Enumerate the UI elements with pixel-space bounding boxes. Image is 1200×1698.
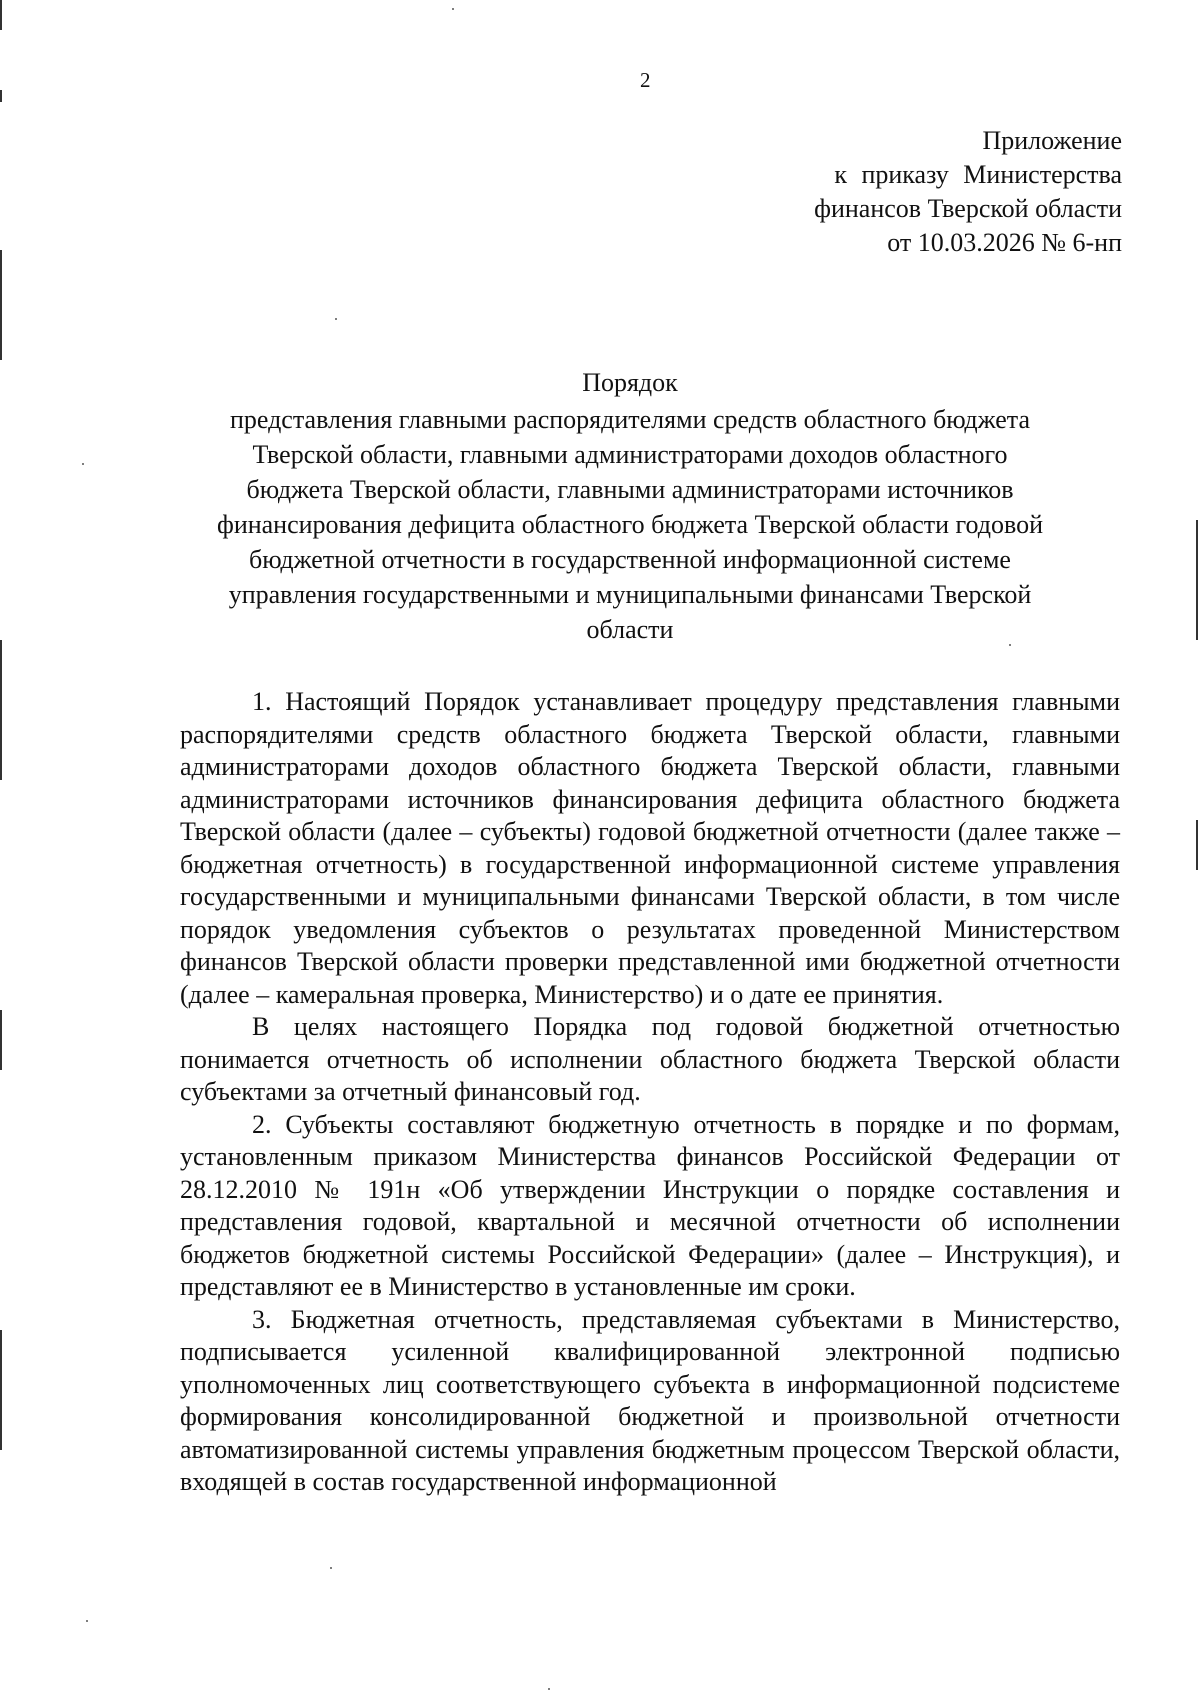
scan-speck bbox=[86, 1620, 88, 1622]
title-line: финансирования дефицита областного бюджета Тверской области годовой bbox=[216, 510, 1044, 539]
scan-edge-mark bbox=[0, 1010, 2, 1070]
scan-edge-mark bbox=[0, 250, 2, 360]
page-number: 2 bbox=[640, 68, 651, 92]
scan-speck bbox=[330, 1567, 332, 1569]
scan-edge-mark bbox=[0, 0, 2, 30]
appendix-header bbox=[814, 124, 1122, 260]
appendix-line-2: к приказу Министерства bbox=[834, 160, 1122, 189]
title-line: бюджетной отчетности в государственной информационной системе bbox=[249, 545, 1011, 574]
scan-speck bbox=[1009, 644, 1011, 646]
scan-edge-mark bbox=[0, 640, 2, 780]
scan-edge-mark bbox=[1196, 820, 1198, 870]
document-title bbox=[140, 365, 1120, 647]
appendix-line-4: от 10.03.2026 № 6-нп bbox=[887, 228, 1122, 257]
scan-edge-mark bbox=[0, 1330, 2, 1450]
scan-speck bbox=[452, 8, 454, 10]
paragraph-2: В целях настоящего Порядка под годовой бюджетной отчетностью понимается отчетность об исполнении областного бюджета Тверской области субъектами за отчетный финансовый год. bbox=[180, 1012, 1120, 1106]
paragraph-1: 1. Настоящий Порядок устанавливает процедуру представления главными распорядителями средств областного бюджета Тверской области, главными администраторами доходов областного бюджета Тверской области, главными администраторами источников финансирования дефицита областного бюджета Тверской области (далее – субъекты) годовой бюджетной отчетности (далее также – бюджетная отчетность) в государственной информационной системе управления государственными и муниципальными финансами Тверской области, в том числе порядок уведомления субъектов о результатах проведенной Министерством финансов Тверской области проверки представленной ими бюджетной отчетности (далее – камеральная проверка, Министерство) и о дате ее принятия. bbox=[180, 687, 1120, 1009]
paragraph-3: 2. Субъекты составляют бюджетную отчетность в порядке и по формам, установленным приказом Министерства финансов Российской Федерации от 28.12.2010 № 191н «Об утверждении Инструкции о порядке составления и представления годовой, квартальной и месячной отчетности об исполнении бюджетов бюджетной системы Российской Федерации» (далее – Инструкция), и представляют ее в Министерство в установленные им сроки. bbox=[180, 1109, 1120, 1301]
document-body bbox=[180, 686, 1120, 1499]
title-line: бюджета Тверской области, главными администраторами источников bbox=[246, 475, 1014, 504]
title-line: представления главными распорядителями средств областного бюджета bbox=[229, 405, 1031, 434]
title-line: Тверской области, главными администраторами доходов областного bbox=[252, 440, 1008, 469]
title-heading: Порядок bbox=[582, 368, 678, 397]
appendix-line-1: Приложение bbox=[982, 126, 1122, 155]
scan-edge-mark bbox=[1196, 520, 1198, 640]
title-line: области bbox=[586, 615, 674, 644]
paragraph-4: 3. Бюджетная отчетность, представляемая субъектами в Министерство, подписывается усиленной квалифицированной электронной подписью уполномоченных лиц соответствующего субъекта в информационной подсистеме формирования консолидированной бюджетной и произвольной отчетности автоматизированной системы управления бюджетным процессом Тверской области, входящей в состав государственной информационной bbox=[180, 1304, 1120, 1496]
scan-speck bbox=[335, 318, 337, 320]
appendix-line-3: финансов Тверской области bbox=[814, 194, 1122, 223]
title-line: управления государственными и муниципальными финансами Тверской bbox=[228, 580, 1032, 609]
scan-speck bbox=[548, 1688, 550, 1690]
scan-speck bbox=[82, 463, 84, 465]
scan-edge-mark bbox=[0, 90, 2, 102]
